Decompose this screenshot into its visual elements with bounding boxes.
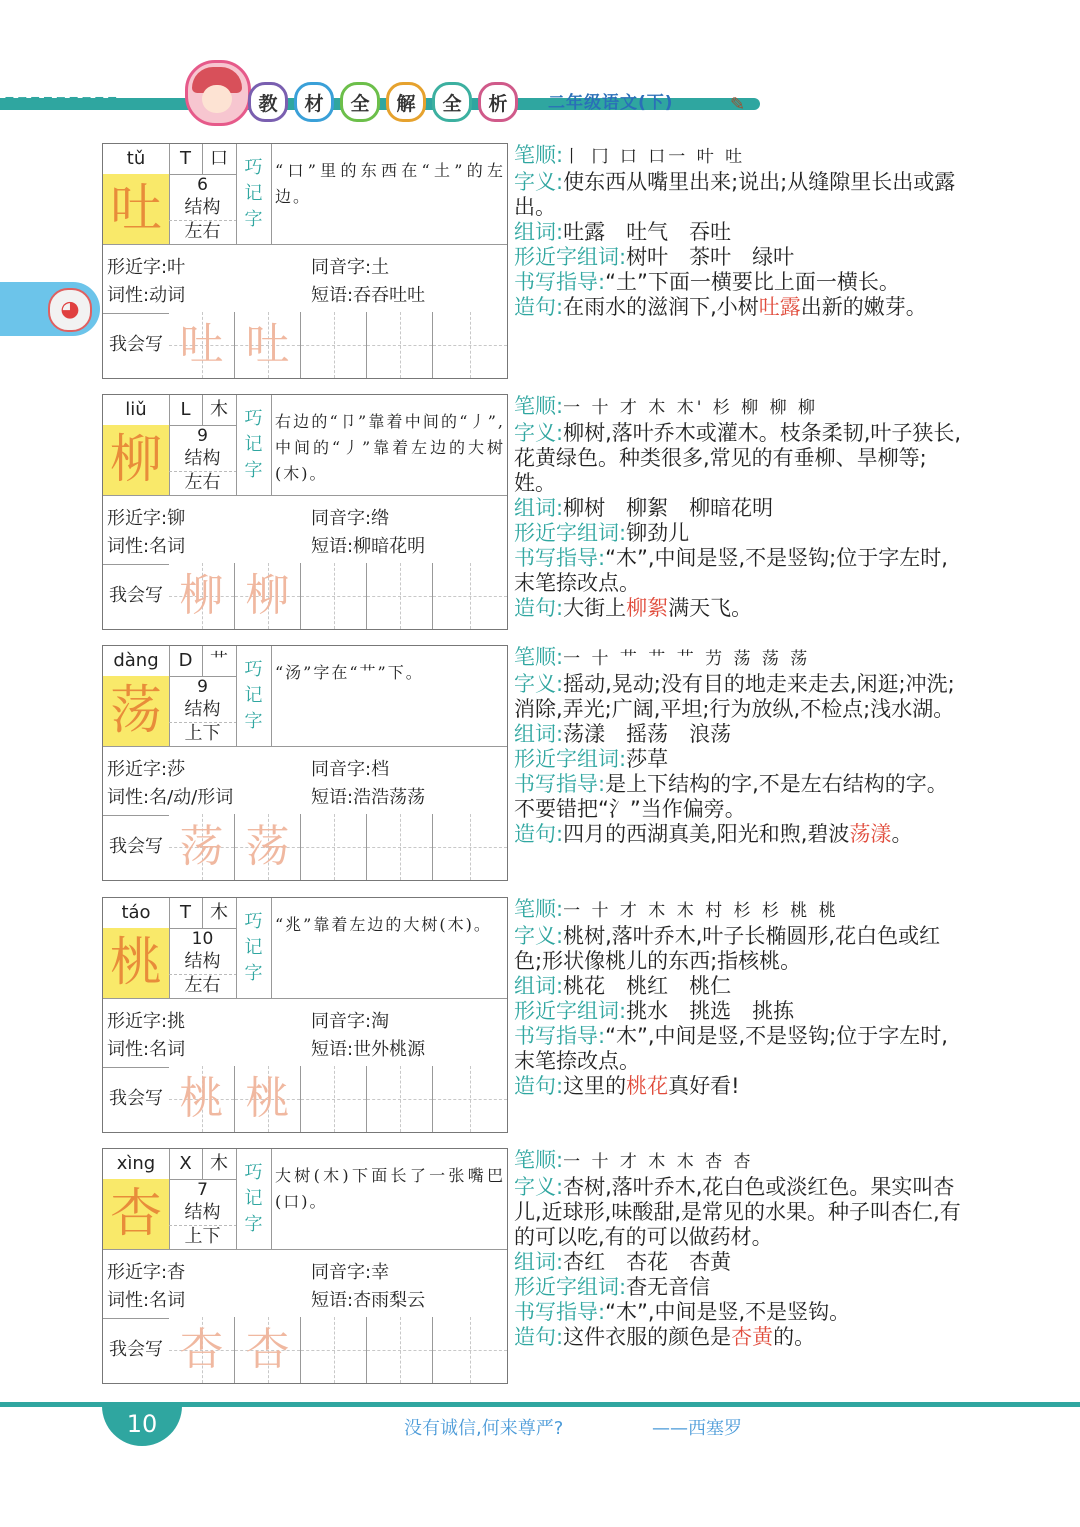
memory-tip: “汤”字在“艹”下。	[275, 663, 424, 682]
meaning: 字义:柳树,落叶乔木或灌木。枝条柔韧,叶子狭长,花黄绿色。种类很多,常见的有垂柳、旱柳等;姓。	[514, 421, 962, 495]
part-of-speech: 词性:名词	[107, 536, 186, 557]
main-character: 吐	[103, 174, 170, 244]
writing-guide: 书写指导:“木”,中间是竖,不是竖钩;位于字左时,末笔捺改点。	[514, 546, 948, 595]
memory-tip-label: 巧 记 字	[236, 646, 272, 746]
related-info	[103, 746, 507, 816]
practice-cell[interactable]	[367, 1066, 433, 1132]
practice-cell[interactable]: 吐	[235, 312, 301, 378]
memory-tip-label: 巧 记 字	[236, 898, 272, 998]
structure-label: 结构	[169, 950, 237, 975]
phrase: 短语:杏雨梨云	[311, 1290, 426, 1311]
writing-practice	[103, 1317, 507, 1383]
pinyin: liǔ	[103, 395, 170, 426]
practice-cell[interactable]	[301, 1317, 367, 1383]
writing-label: 我会写	[103, 312, 170, 378]
pinyin: tǔ	[103, 144, 170, 175]
writing-guide: 书写指导:是上下结构的字,不是左右结构的字。不要错把“氵”当作偏旁。	[514, 772, 948, 821]
character-card	[102, 645, 508, 881]
writing-label: 我会写	[103, 1317, 170, 1383]
structure-label: 结构	[169, 196, 237, 221]
radical: 木	[202, 898, 237, 929]
main-character: 荡	[103, 676, 170, 746]
stroke-order: 笔顺:一 十 才 木 木 村 杉 杉 桃 桃	[514, 897, 839, 921]
phrase: 短语:浩浩荡荡	[311, 787, 426, 808]
homophone: 同音字:幸	[311, 1262, 390, 1283]
practice-cell[interactable]: 吐	[169, 312, 235, 378]
similar-char: 形近字:叶	[107, 257, 186, 278]
character-card	[102, 143, 508, 379]
practice-cell[interactable]	[433, 814, 507, 880]
stroke-count: 10	[169, 928, 237, 950]
word-group: 组词:柳树 柳絮 柳暗花明	[514, 496, 774, 520]
practice-cell[interactable]	[433, 312, 507, 378]
structure-value: 上下	[169, 722, 237, 746]
practice-cell[interactable]	[367, 814, 433, 880]
radical: 口	[202, 144, 237, 175]
side-tab	[0, 282, 100, 336]
similar-word-group: 形近字组词:铆劲儿	[514, 521, 690, 545]
character-details	[514, 1148, 962, 1350]
example-sentence: 造句:四月的西湖真美,阳光和煦,碧波荡漾。	[514, 822, 913, 846]
title-char: 全	[340, 82, 380, 122]
practice-cell[interactable]	[367, 563, 433, 629]
practice-cell[interactable]: 桃	[235, 1066, 301, 1132]
stroke-count: 9	[169, 676, 237, 698]
structure-value: 左右	[169, 220, 237, 244]
homophone: 同音字:土	[311, 257, 390, 278]
example-sentence: 造句:在雨水的滋润下,小树吐露出新的嫩芽。	[514, 295, 927, 319]
meaning: 字义:摇动,晃动;没有目的地走来走去,闲逛;冲洗;消除,弄光;广阔,平坦;行为放纵,不检点;浅水湖。	[514, 672, 955, 721]
phrase: 短语:吞吞吐吐	[311, 285, 426, 306]
similar-word-group: 形近字组词:莎草	[514, 747, 669, 771]
homophone: 同音字:淘	[311, 1011, 390, 1032]
cartoon-girl-icon	[185, 60, 251, 126]
character-card	[102, 394, 508, 630]
practice-cell[interactable]	[367, 1317, 433, 1383]
character-details	[514, 897, 962, 1099]
radical: 木	[202, 1149, 237, 1180]
writing-guide: 书写指导:“木”,中间是竖,不是竖钩;位于字左时,末笔捺改点。	[514, 1024, 948, 1073]
word-group: 组词:吐露 吐气 吞吐	[514, 220, 732, 244]
part-of-speech: 词性:名/动/形词	[107, 787, 234, 808]
initial-letter: D	[169, 646, 203, 677]
character-details	[514, 143, 962, 320]
stroke-order: 笔顺:一 十 艹 艹 艹 芀 荡 荡 荡	[514, 645, 811, 669]
writing-guide: 书写指导:“土”下面一横要比上面一横长。	[514, 270, 900, 294]
mascot-icon: ◕	[48, 288, 92, 332]
practice-cell[interactable]	[301, 563, 367, 629]
meaning: 字义:杏树,落叶乔木,花白色或淡红色。果实叫杏儿,近球形,味酸甜,是常见的水果。种子叫杏仁,有的可以吃,有的可以做药材。	[514, 1175, 961, 1249]
title-char: 全	[432, 82, 472, 122]
meaning: 字义:使东西从嘴里出来;说出;从缝隙里长出或露出。	[514, 170, 956, 219]
character-card	[102, 897, 508, 1133]
writing-guide: 书写指导:“木”,中间是竖,不是竖钩。	[514, 1300, 851, 1324]
book-title	[248, 82, 518, 122]
page-header	[0, 60, 1080, 140]
character-details	[514, 645, 962, 847]
stroke-count: 7	[169, 1179, 237, 1201]
stroke-count: 9	[169, 425, 237, 447]
footer-quote: 没有诚信,何来尊严?	[404, 1418, 564, 1439]
practice-cell[interactable]	[433, 563, 507, 629]
example-sentence: 造句:这里的桃花真好看!	[514, 1074, 740, 1098]
pinyin: táo	[103, 898, 170, 929]
memory-tip-label: 巧 记 字	[236, 144, 272, 244]
memory-tip: 大树(木)下面长了一张嘴巴(口)。	[275, 1166, 505, 1211]
stroke-order: 笔顺:一 十 才 木 木' 杉 柳 柳 柳	[514, 394, 818, 418]
example-sentence: 造句:这件衣服的颜色是杏黄的。	[514, 1325, 816, 1349]
practice-cell[interactable]: 桃	[169, 1066, 235, 1132]
practice-cell[interactable]	[433, 1066, 507, 1132]
related-info	[103, 998, 507, 1068]
practice-cell[interactable]: 杏	[235, 1317, 301, 1383]
word-group: 组词:荡漾 摇荡 浪荡	[514, 722, 732, 746]
structure-value: 左右	[169, 471, 237, 495]
practice-cell[interactable]: 柳	[169, 563, 235, 629]
similar-char: 形近字:杳	[107, 1262, 186, 1283]
meaning: 字义:桃树,落叶乔木,叶子长椭圆形,花白色或红色;形状像桃儿的东西;指核桃。	[514, 924, 941, 973]
title-char: 教	[248, 82, 288, 122]
practice-cell[interactable]	[301, 814, 367, 880]
practice-cell[interactable]: 荡	[235, 814, 301, 880]
structure-label: 结构	[169, 1201, 237, 1226]
writing-label: 我会写	[103, 1066, 170, 1132]
structure-label: 结构	[169, 698, 237, 723]
character-card	[102, 1148, 508, 1384]
similar-word-group: 形近字组词:杳无音信	[514, 1275, 711, 1299]
radical: 木	[202, 395, 237, 426]
homophone: 同音字:档	[311, 759, 390, 780]
radical: 艹	[202, 646, 237, 677]
practice-cell[interactable]	[301, 312, 367, 378]
initial-letter: T	[169, 898, 203, 929]
practice-cell[interactable]	[433, 1317, 507, 1383]
title-char: 析	[478, 82, 518, 122]
main-character: 桃	[103, 928, 170, 998]
memory-tip: “口”里的东西在“土”的左边。	[275, 161, 505, 206]
phrase: 短语:柳暗花明	[311, 536, 426, 557]
related-info	[103, 1249, 507, 1319]
pinyin: dàng	[103, 646, 170, 677]
word-group: 组词:杏红 杏花 杏黄	[514, 1250, 732, 1274]
related-info	[103, 495, 507, 565]
practice-cell[interactable]: 荡	[169, 814, 235, 880]
structure-label: 结构	[169, 447, 237, 472]
phrase: 短语:世外桃源	[311, 1039, 426, 1060]
memory-tip-label: 巧 记 字	[236, 1149, 272, 1249]
similar-char: 形近字:铆	[107, 508, 186, 529]
initial-letter: L	[169, 395, 203, 426]
practice-cell[interactable]: 杏	[169, 1317, 235, 1383]
stroke-order: 笔顺:丨 冂 口 口一 叶 吐	[514, 143, 746, 167]
stroke-order: 笔顺:一 十 才 木 木 杏 杏	[514, 1148, 754, 1172]
practice-cell[interactable]	[367, 312, 433, 378]
title-char: 材	[294, 82, 334, 122]
structure-value: 上下	[169, 1225, 237, 1249]
writing-practice	[103, 814, 507, 880]
similar-word-group: 形近字组词:树叶 茶叶 绿叶	[514, 245, 795, 269]
footer-author: ——西塞罗	[652, 1418, 742, 1439]
similar-char: 形近字:莎	[107, 759, 186, 780]
initial-letter: X	[169, 1149, 203, 1180]
writing-label: 我会写	[103, 814, 170, 880]
similar-char: 形近字:挑	[107, 1011, 186, 1032]
character-details	[514, 394, 962, 621]
stroke-count: 6	[169, 174, 237, 196]
writing-practice	[103, 312, 507, 378]
writing-practice	[103, 563, 507, 629]
book-subtitle: 二年级语文(下)	[548, 93, 674, 113]
main-character: 杏	[103, 1179, 170, 1249]
part-of-speech: 词性:名词	[107, 1039, 186, 1060]
practice-cell[interactable]: 柳	[235, 563, 301, 629]
title-char: 解	[386, 82, 426, 122]
page-number: 10	[102, 1402, 182, 1446]
memory-tip: “兆”靠着左边的大树(木)。	[275, 915, 492, 934]
memory-tip: 右边的“卩”靠着中间的“丿”,中间的“丿”靠着左边的大树(木)。	[275, 412, 505, 483]
initial-letter: T	[169, 144, 203, 175]
part-of-speech: 词性:名词	[107, 1290, 186, 1311]
homophone: 同音字:绺	[311, 508, 390, 529]
word-group: 组词:桃花 桃红 桃仁	[514, 974, 732, 998]
similar-word-group: 形近字组词:挑水 挑选 挑拣	[514, 999, 795, 1023]
memory-tip-label: 巧 记 字	[236, 395, 272, 495]
related-info	[103, 244, 507, 314]
part-of-speech: 词性:动词	[107, 285, 186, 306]
main-character: 柳	[103, 425, 170, 495]
example-sentence: 造句:大街上柳絮满天飞。	[514, 596, 753, 620]
structure-value: 左右	[169, 974, 237, 998]
pinyin: xìng	[103, 1149, 170, 1180]
writing-practice	[103, 1066, 507, 1132]
practice-cell[interactable]	[301, 1066, 367, 1132]
writing-label: 我会写	[103, 563, 170, 629]
pencil-icon: ✎	[730, 94, 746, 115]
